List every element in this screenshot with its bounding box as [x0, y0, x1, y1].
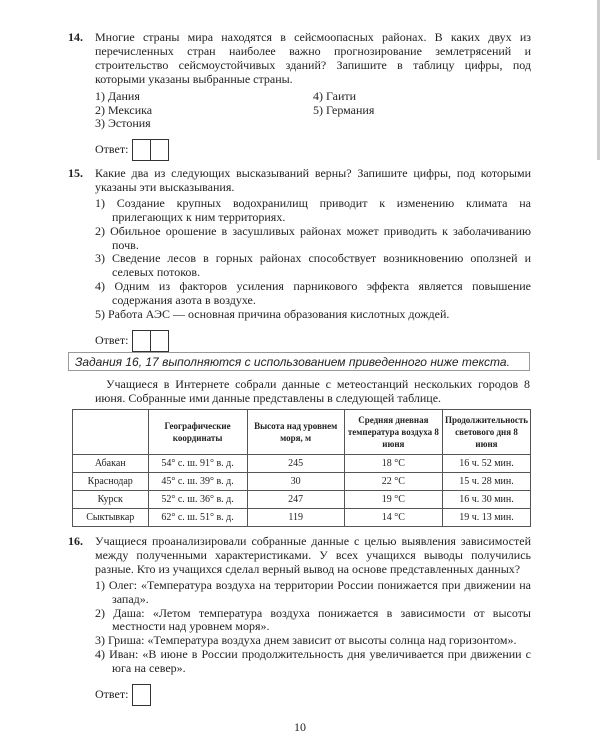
table-cell: 54° с. ш. 91° в. д.	[148, 455, 247, 473]
option: 4) Гаити	[313, 88, 357, 103]
table-cell: Курск	[73, 491, 149, 509]
table-header-row	[73, 410, 531, 455]
instructions-box: Задания 16, 17 выполняются с использованием приведенного ниже текста.	[68, 352, 530, 371]
answer-cell[interactable]	[151, 139, 169, 161]
options	[95, 197, 531, 322]
question-16	[68, 535, 531, 706]
answer-label: Ответ:	[95, 142, 129, 157]
table-cell: 18 °С	[344, 455, 442, 473]
option: 2) Обильное орошение в засушливых районах может приводить к заболачиванию почв.	[95, 223, 531, 252]
option: 3) Эстония	[95, 116, 151, 131]
weather-table	[72, 409, 531, 527]
option: 3) Гриша: «Температура воздуха днем зависит от высоты солнца над горизонтом».	[95, 633, 517, 648]
question-text: Многие страны мира находятся в сейсмоопасных районах. В каких двух из перечисленных стран наиболее важно прогнозирование землетрясений и строительство сейсмоустойчивых зданий? Запишите в таблицу цифры, под которыми указаны выбранные страны.	[95, 30, 531, 86]
question-text: Какие два из следующих высказываний верны? Запишите цифры, под которыми указаны эти высказывания.	[95, 166, 531, 194]
option: 5) Германия	[313, 102, 375, 117]
answer-field	[95, 330, 531, 352]
page-number: 10	[294, 720, 306, 734]
option: 2) Мексика	[95, 102, 153, 117]
answer-field	[95, 139, 531, 161]
option: 4) Одним из факторов усиления парникового эффекта является повышение содержания азота в воздухе.	[95, 279, 531, 308]
question-15	[68, 167, 531, 352]
table-cell: 52° с. ш. 36° в. д.	[148, 491, 247, 509]
question-number: 14.	[68, 30, 83, 44]
column-header: Высота над уровнем моря, м	[247, 410, 344, 455]
option: 3) Сведение лесов в горных районах способствует возникновению оползней и селевых потоков.	[95, 251, 531, 280]
answer-field	[95, 684, 531, 706]
table-cell: Краснодар	[73, 473, 149, 491]
table-cell: 14 °С	[344, 509, 442, 527]
table-cell: 22 °С	[344, 473, 442, 491]
table-cell: 15 ч. 28 мин.	[442, 473, 530, 491]
table-cell: 16 ч. 30 мин.	[442, 491, 530, 509]
table-row	[73, 455, 531, 473]
options	[95, 579, 531, 676]
answer-cell[interactable]	[132, 139, 151, 161]
option: 5) Работа АЭС — основная причина образования кислотных дождей.	[95, 307, 450, 322]
table-row	[73, 509, 531, 527]
table-cell: 62° с. ш. 51° в. д.	[148, 509, 247, 527]
column-header: Географические координаты	[148, 410, 247, 455]
option: 4) Иван: «В июне в России продолжительность дня увеличивается при движении с юга на север».	[95, 647, 531, 676]
table-cell: 119	[247, 509, 344, 527]
answer-cell[interactable]	[151, 330, 169, 352]
intro-text: Учащиеся в Интернете собрали данные с метеостанций нескольких городов 8 июня. Собранные ими данные представлены в следующей таблице.	[95, 377, 530, 405]
question-number: 16.	[68, 534, 83, 548]
table-cell: 245	[247, 455, 344, 473]
table-cell: Сыктывкар	[73, 509, 149, 527]
answer-label: Ответ:	[95, 687, 129, 702]
table-row	[73, 491, 531, 509]
option: 1) Дания	[95, 88, 140, 103]
answer-cell[interactable]	[132, 684, 151, 706]
column-header	[73, 410, 149, 455]
question-number: 15.	[68, 166, 83, 180]
table-cell: 19 ч. 13 мин.	[442, 509, 530, 527]
question-text: Учащиеся проанализировали собранные данные с целью выявления зависимостей между полученными характеристиками. У всех учащихся выводы получились разные. Кто из учащихся сделал верный вывод на основе представленных данных?	[95, 534, 531, 576]
answer-cell[interactable]	[132, 330, 151, 352]
option: 1) Создание крупных водохранилищ приводит к изменению климата на прилегающих к ним территориях.	[95, 195, 531, 224]
table-cell: Абакан	[73, 455, 149, 473]
table-cell: 45° с. ш. 39° в. д.	[148, 473, 247, 491]
answer-label: Ответ:	[95, 333, 129, 348]
column-header: Средняя дневная температура воздуха 8 июня	[344, 410, 442, 455]
table-cell: 247	[247, 491, 344, 509]
table-cell: 16 ч. 52 мин.	[442, 455, 530, 473]
option: 1) Олег: «Температура воздуха на территории России понижается при движении на запад».	[95, 577, 531, 606]
options	[95, 90, 531, 132]
question-14	[68, 31, 531, 161]
column-header: Продолжительность светового дня 8 июня	[442, 410, 530, 455]
table-cell: 30	[247, 473, 344, 491]
option: 2) Даша: «Летом температура воздуха понижается в зависимости от высоты местности над уровнем моря».	[95, 605, 531, 634]
table-cell: 19 °С	[344, 491, 442, 509]
table-row	[73, 473, 531, 491]
